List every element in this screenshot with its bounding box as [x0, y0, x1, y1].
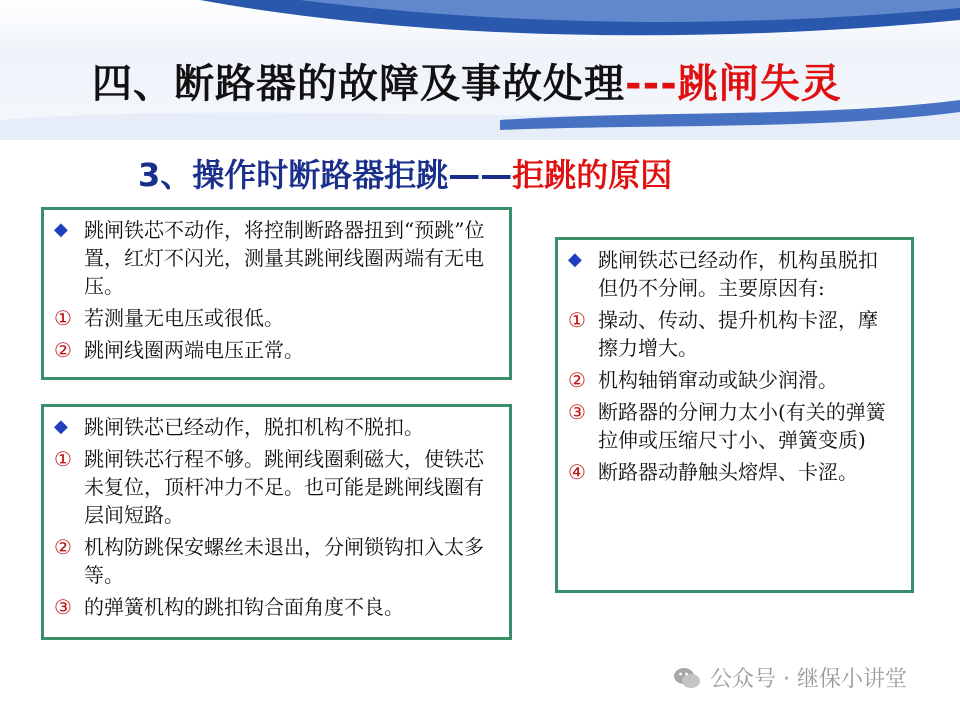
watermark-text: 公众号 · 继保小讲堂 — [710, 667, 907, 692]
reason-box-3 — [555, 237, 914, 593]
title-highlight: ---跳闸失灵 — [625, 61, 842, 107]
number-marker: ② — [568, 368, 586, 392]
title-main: 四、断路器的故障及事故处理 — [92, 61, 625, 107]
list-item — [568, 306, 897, 362]
number-marker: ① — [54, 447, 72, 471]
list-item-text: 机构防跳保安螺丝未退出，分闸锁钩扣入太多等。 — [84, 535, 484, 587]
diamond-bullet-icon: ◆ — [54, 416, 68, 437]
list-item-text: 断路器动静触头熔焊、卡涩。 — [598, 460, 858, 484]
reason-box-1 — [41, 207, 512, 380]
section-subtitle — [138, 150, 672, 196]
list-item — [54, 533, 495, 589]
number-marker: ② — [54, 535, 72, 559]
list-item — [54, 593, 495, 621]
list-item — [568, 398, 897, 454]
page-title — [92, 52, 842, 109]
diamond-bullet-icon: ◆ — [54, 219, 68, 240]
subtitle-main: 3、操作时断路器拒跳—— — [138, 156, 513, 194]
list-item — [568, 366, 897, 394]
list-item — [54, 413, 495, 441]
number-marker: ④ — [568, 460, 586, 484]
number-marker: ① — [568, 308, 586, 332]
list-item — [54, 336, 495, 364]
list-item-text: 机构轴销窜动或缺少润滑。 — [598, 368, 838, 392]
list-item-text: 跳闸铁芯行程不够。跳闸线圈剩磁大，使铁芯未复位，顶杆冲力不足。也可能是跳闸线圈有层间短路。 — [84, 447, 484, 527]
list-item — [54, 216, 495, 300]
list-item — [54, 445, 495, 529]
watermark — [672, 662, 907, 693]
list-item-text: 的弹簧机构的跳扣钩合面角度不良。 — [84, 595, 404, 619]
number-marker: ③ — [568, 400, 586, 424]
list-item-text: 跳闸铁芯已经动作，脱扣机构不脱扣。 — [84, 415, 424, 439]
list-item — [54, 304, 495, 332]
wechat-icon — [672, 663, 702, 693]
list-item-text: 跳闸铁芯不动作，将控制断路器扭到“预跳”位置，红灯不闪光，测量其跳闸线圈两端有无电压。 — [84, 218, 485, 298]
number-marker: ① — [54, 306, 72, 330]
diamond-bullet-icon: ◆ — [568, 249, 582, 270]
subtitle-highlight: 拒跳的原因 — [512, 156, 673, 194]
number-marker: ③ — [54, 595, 72, 619]
list-item-text: 跳闸线圈两端电压正常。 — [84, 338, 304, 362]
list-item-text: 跳闸铁芯已经动作，机构虽脱扣但仍不分闸。主要原因有: — [598, 248, 878, 300]
number-marker: ② — [54, 338, 72, 362]
list-item-text: 操动、传动、提升机构卡涩，摩擦力增大。 — [598, 308, 878, 360]
list-item — [568, 246, 897, 302]
list-item-text: 断路器的分闸力太小(有关的弹簧拉伸或压缩尺寸小、弹簧变质) — [598, 400, 886, 452]
reason-box-2 — [41, 404, 512, 640]
list-item — [568, 458, 897, 486]
list-item-text: 若测量无电压或很低。 — [84, 306, 284, 330]
